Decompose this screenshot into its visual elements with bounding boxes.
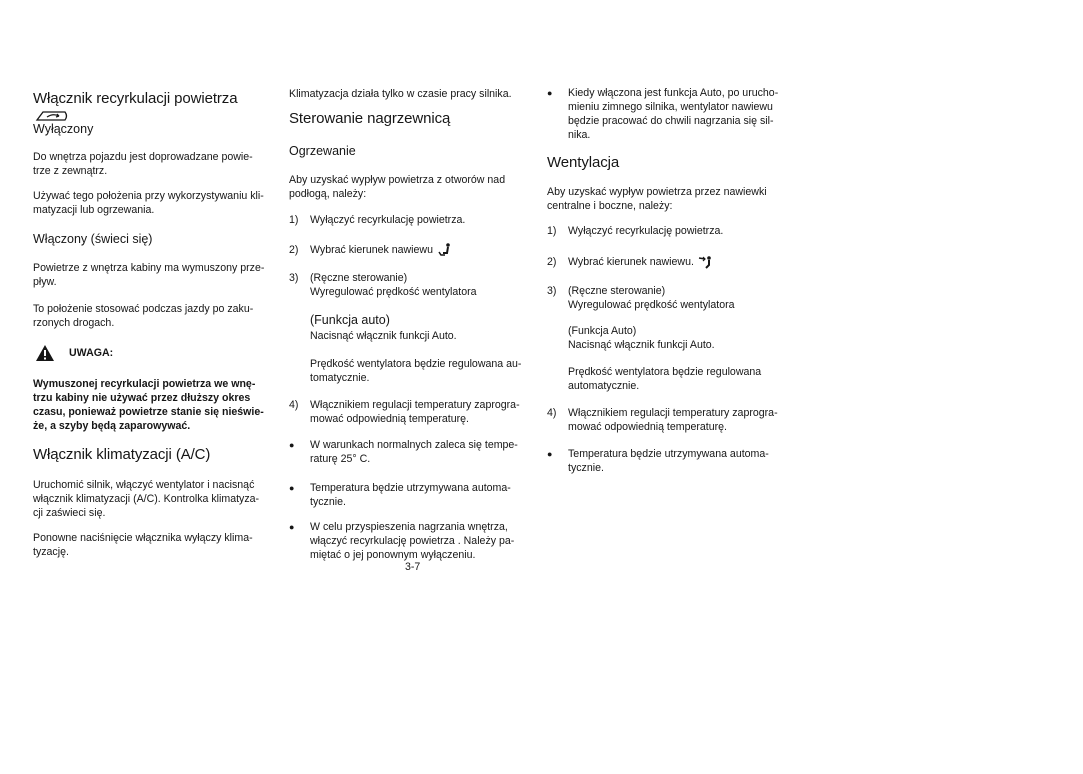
subheading-on: Włączony (świeci się) [33, 232, 153, 246]
warning-text: Wymuszonej recyrkulacji powietrza we wnę- trzu kabiny nie używać przez dłuższy okres czasu, ponieważ powietrze stanie się nieświe- że, a szyby będą zaparowywać. [33, 378, 264, 432]
heading-heater-control: Sterowanie nagrzewnicą [289, 110, 451, 127]
bullet-vent-auto-temp: ● Temperatura będzie utrzymywana automa- tycznie. [547, 448, 769, 474]
auto-function-text: Nacisnąć włącznik funkcji Auto. [310, 330, 457, 342]
bullet-icon: ● [289, 522, 295, 532]
vent-step-3: 3) (Ręczne sterowanie) Wyregulować prędkość wentylatora [547, 285, 735, 311]
subheading-heating: Ogrzewanie [289, 144, 356, 158]
foot-vent-icon [437, 243, 453, 257]
auto-fan-speed: Prędkość wentylatora będzie regulowana au- tomatycznie. [310, 358, 522, 384]
bullet-icon: ● [289, 440, 295, 450]
bullet-auto-cold-engine: ● Kiedy włączona jest funkcja Auto, po urucho- mieniu zimnego silnika, wentylator nawiewu będzie pracować do chwili nagrzania się sil- nika. [547, 87, 779, 141]
step-1: 1) Wyłączyć recyrkulację powietrza. [289, 214, 466, 226]
bullet-icon: ● [289, 483, 295, 493]
paragraph-off: Do wnętrza pojazdu jest doprowadzane powie- trze z zewnątrz. [33, 151, 253, 177]
vent-auto-fan-speed: Prędkość wentylatora będzie regulowana automatycznie. [568, 366, 762, 392]
step-4: 4) Włącznikiem regulacji temperatury zaprogra- mować odpowiednią temperaturę. [289, 399, 520, 425]
bullet-faster-heating: ● W celu przyspieszenia nagrzania wnętrza, włączyć recyrkulację powietrza . Należy pa- miętać o jej ponownym wyłączeniu. [289, 521, 515, 561]
heading-ventilation: Wentylacja [547, 154, 620, 171]
bullet-recommended-temp: ● W warunkach normalnych zaleca się tempe- raturę 25° C. [289, 439, 518, 465]
paragraph-ac-again: Ponowne naciśnięcie włącznika wyłączy klima- tyzację. [33, 532, 253, 558]
heading-ac-switch: Włącznik klimatyzacji (A/C) [33, 446, 211, 463]
paragraph-ac: Uruchomić silnik, włączyć wentylator i nacisnąć włącznik klimatyzacji (A/C). Kontrolka klimatyza- cji zaświeci się. [33, 479, 260, 519]
step-2: 2) Wybrać kierunek nawiewu [289, 243, 453, 257]
warning-header [35, 344, 113, 362]
paragraph-heating-intro: Aby uzyskać wypływ powietrza z otworów nad podłogą, należy: [289, 174, 506, 200]
bullet-icon: ● [547, 88, 553, 98]
subheading-off: Wyłączony [33, 122, 94, 136]
paragraph-use: Używać tego położenia przy wykorzystywaniu kli- matyzacji lub ogrzewania. [33, 190, 264, 216]
face-vent-icon [698, 255, 714, 269]
recirculation-icon [35, 109, 69, 123]
vent-auto-function: (Funkcja Auto) Nacisnąć włącznik funkcji Auto. [568, 325, 715, 351]
paragraph-position: To położenie stosować podczas jazdy po zaku- rzonych drogach. [33, 303, 254, 329]
paragraph-on: Powietrze z wnętrza kabiny ma wymuszony prze- pływ. [33, 262, 265, 288]
bullet-icon: ● [547, 449, 553, 459]
warning-triangle-icon [35, 344, 55, 362]
vent-step-4: 4) Włącznikiem regulacji temperatury zaprogra- mować odpowiednią temperaturę. [547, 407, 778, 433]
paragraph-ventilation-intro: Aby uzyskać wypływ powietrza przez nawiewki centralne i boczne, należy: [547, 186, 767, 212]
step-3: 3) (Ręczne sterowanie) Wyregulować prędkość wentylatora [289, 272, 477, 298]
page-number: 3-7 [405, 561, 421, 573]
vent-step-2: 2) Wybrać kierunek nawiewu. [547, 255, 714, 269]
warning-label: UWAGA: [69, 347, 114, 359]
paragraph-ac-engine: Klimatyzacja działa tylko w czasie pracy silnika. [289, 88, 512, 100]
auto-function-heading: (Funkcja auto) [310, 313, 390, 327]
heading-recirculation-switch: Włącznik recyrkulacji powietrza [33, 90, 273, 124]
vent-step-1: 1) Wyłączyć recyrkulację powietrza. [547, 225, 724, 237]
bullet-auto-temp: ● Temperatura będzie utrzymywana automa- tycznie. [289, 482, 511, 508]
auto-function [310, 313, 457, 343]
